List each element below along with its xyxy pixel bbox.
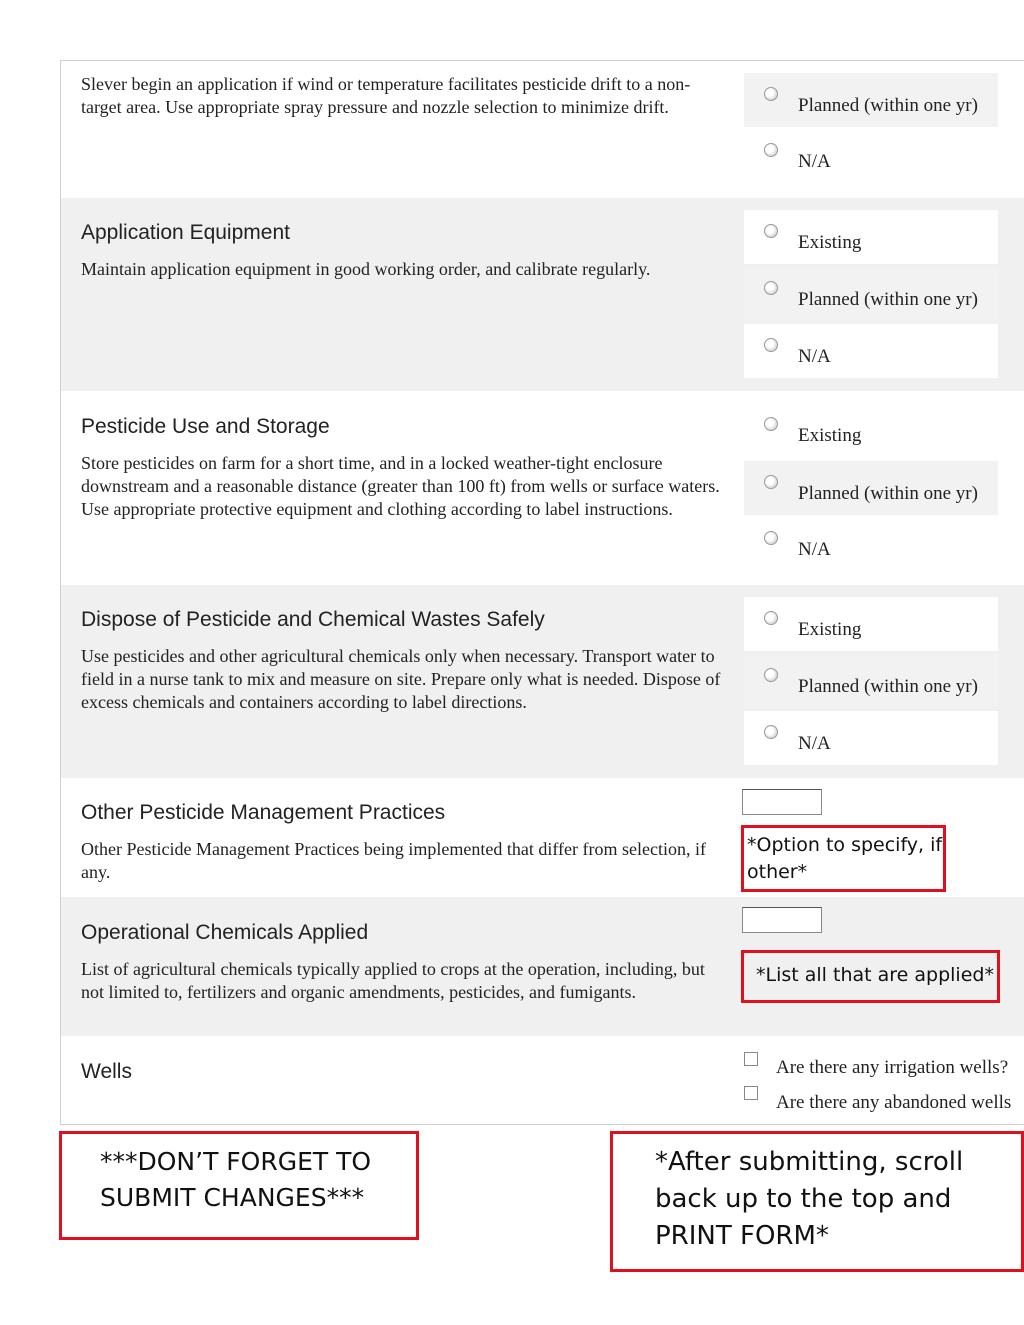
- radio-button[interactable]: [764, 417, 778, 431]
- option-label: Existing: [798, 619, 862, 640]
- option-label: Planned (within one yr): [798, 289, 978, 310]
- option-label: Planned (within one yr): [798, 483, 978, 504]
- row-heading: Pesticide Use and Storage: [81, 415, 330, 438]
- checkbox-label: Are there any abandoned wells: [776, 1092, 1012, 1113]
- pesticide-practices-table: [60, 60, 1024, 1125]
- row-operational-chemicals: [61, 897, 1024, 1036]
- row-heading: Operational Chemicals Applied: [81, 921, 369, 944]
- row-description: Slever begin an application if wind or temperature facilitates pesticide drift to a non-target area. Use appropriate spray pressure and nozzle selection to minimize drift.: [81, 74, 691, 117]
- option-existing[interactable]: [744, 210, 998, 264]
- row-description: Other Pesticide Management Practices being implemented that differ from selection, if any.: [81, 839, 706, 882]
- radio-button[interactable]: [764, 475, 778, 489]
- option-na[interactable]: [744, 324, 998, 378]
- row-application-equipment: [61, 198, 1024, 391]
- abandoned-wells-checkbox[interactable]: [744, 1086, 758, 1100]
- irrigation-wells-checkbox[interactable]: [744, 1052, 758, 1066]
- row-drift: [61, 61, 1024, 198]
- radio-button[interactable]: [764, 224, 778, 238]
- row-heading: Dispose of Pesticide and Chemical Wastes Safely: [81, 608, 545, 631]
- option-label: Planned (within one yr): [798, 676, 978, 697]
- option-label: N/A: [798, 539, 831, 560]
- list-applied-note: *List all that are applied*: [741, 950, 1000, 1003]
- option-planned[interactable]: [744, 461, 998, 515]
- other-practices-input[interactable]: [742, 789, 822, 815]
- print-reminder-note: *After submitting, scroll back up to the top and PRINT FORM*: [610, 1131, 1024, 1272]
- radio-button[interactable]: [764, 281, 778, 295]
- option-label: N/A: [798, 733, 831, 754]
- radio-button[interactable]: [764, 725, 778, 739]
- row-wells: [61, 1036, 1024, 1124]
- radio-button[interactable]: [764, 611, 778, 625]
- row-pesticide-use-storage: [61, 391, 1024, 585]
- option-label: N/A: [798, 346, 831, 367]
- option-label: Planned (within one yr): [798, 95, 978, 116]
- checkbox-label: Are there any irrigation wells?: [776, 1057, 1009, 1078]
- row-description: Maintain application equipment in good working order, and calibrate regularly.: [81, 259, 651, 279]
- row-dispose-wastes: [61, 585, 1024, 778]
- option-na[interactable]: [744, 517, 998, 571]
- row-description: Use pesticides and other agricultural chemicals only when necessary. Transport water to field in a nurse tank to mix and measure on site. Prepare only what is needed. Dispose of excess chemicals and containers according to label directions.: [81, 646, 721, 712]
- option-label: N/A: [798, 151, 831, 172]
- radio-button[interactable]: [764, 531, 778, 545]
- option-na[interactable]: [744, 129, 998, 183]
- row-heading: Wells: [81, 1060, 132, 1083]
- row-heading: Other Pesticide Management Practices: [81, 801, 446, 824]
- radio-button[interactable]: [764, 668, 778, 682]
- radio-button[interactable]: [764, 143, 778, 157]
- row-description: Store pesticides on farm for a short time, and in a locked weather-tight enclosure downstream and a reasonable distance (greater than 100 ft) from wells or surface waters. Use appropriate protective equipment and clothing according to label instructions.: [81, 453, 720, 519]
- option-na[interactable]: [744, 711, 998, 765]
- option-planned[interactable]: [744, 73, 998, 127]
- option-planned[interactable]: [744, 654, 998, 708]
- option-planned[interactable]: [744, 267, 998, 321]
- option-existing[interactable]: [744, 597, 998, 651]
- submit-reminder-note: ***DON’T FORGET TO SUBMIT CHANGES***: [59, 1131, 419, 1240]
- specify-other-note: *Option to specify, if other*: [741, 825, 946, 892]
- radio-button[interactable]: [764, 338, 778, 352]
- radio-button[interactable]: [764, 87, 778, 101]
- option-existing[interactable]: [744, 403, 998, 457]
- row-heading: Application Equipment: [81, 221, 290, 244]
- row-description: List of agricultural chemicals typically applied to crops at the operation, including, but not limited to, fertilizers and organic amendments, pesticides, and fumigants.: [81, 959, 705, 1002]
- chemicals-input[interactable]: [742, 907, 822, 933]
- option-label: Existing: [798, 425, 862, 446]
- option-label: Existing: [798, 232, 862, 253]
- row-other-practices: [61, 778, 1024, 897]
